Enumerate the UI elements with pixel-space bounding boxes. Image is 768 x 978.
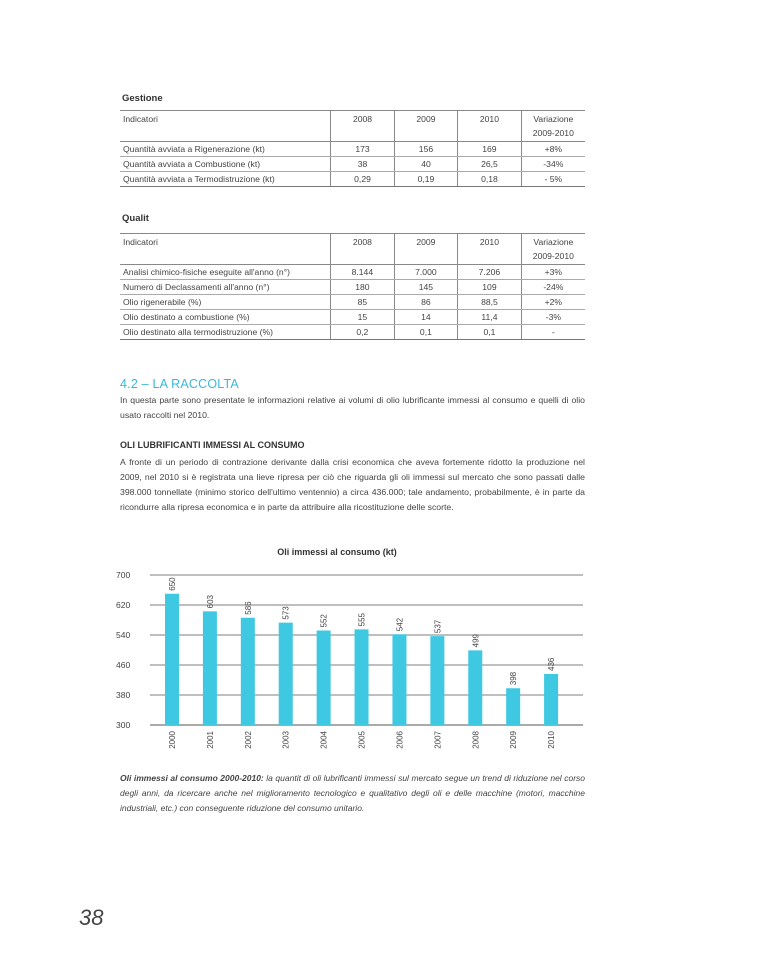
caption-bold: Oli immessi al consumo 2000-2010: xyxy=(120,773,264,783)
header-2008: 2008 xyxy=(331,111,394,142)
row-label: Olio destinato a combustione (%) xyxy=(120,310,331,325)
bar xyxy=(317,631,331,726)
header-indicatori: Indicatori xyxy=(120,234,331,265)
cell-2008: 173 xyxy=(331,142,394,157)
bar-chart-svg xyxy=(110,545,590,767)
data-label: 542 xyxy=(395,617,405,632)
x-tick-label: 2002 xyxy=(243,731,253,749)
x-tick-label: 2009 xyxy=(509,731,519,749)
data-label: 555 xyxy=(357,613,367,627)
header-2010: 2010 xyxy=(458,111,521,142)
header-2009: 2009 xyxy=(394,234,458,265)
raccolta-intro: In questa parte sono presentate le informazioni relative ai volumi di olio lubrificante immessi al consumo e quelli di olio usato raccolti nel 2010. xyxy=(120,395,585,420)
cell-2010: 88,5 xyxy=(458,295,522,310)
bar xyxy=(392,634,406,725)
x-tick-label: 2000 xyxy=(168,731,177,749)
table-row xyxy=(120,310,585,325)
bar xyxy=(241,618,255,725)
bar xyxy=(355,629,369,725)
cell-2010: 169 xyxy=(458,142,521,157)
raccolta-body: A fronte di un periodo di contrazione derivante dalla crisi economica che aveva fortemente ridotto la produzione nel 2009, nel 2010 si è registrata una lieve ripresa per ciò che riguarda gli oli immessi sul mercato che sono passati dalle 398.000 tonnellate (minimo storico dell'ultimo ventennio) a circa 436.000; tale andamento, probabilmente, è in parte da ricondurre alla ripresa economica e in parte da attribuire alla ricostituzione delle scorte. xyxy=(120,457,585,512)
data-label: 573 xyxy=(281,606,291,620)
x-tick-label: 2004 xyxy=(319,731,329,749)
chart-title: Oli immessi al consumo (kt) xyxy=(277,547,397,557)
x-tick-label: 2003 xyxy=(281,731,291,749)
bar xyxy=(468,650,482,725)
y-tick-label: 540 xyxy=(116,630,131,640)
subheading-oli-immessi: OLI LUBRIFICANTI IMMESSI AL CONSUMO xyxy=(120,440,305,450)
gestione-title: Gestione xyxy=(122,93,163,104)
cell-variazione: -24% xyxy=(521,280,585,295)
section-heading-raccolta: 4.2 – LA RACCOLTA xyxy=(120,377,239,391)
x-tick-label: 2006 xyxy=(395,731,405,749)
bar xyxy=(165,594,179,725)
header-variazione-range: 2009-2010 xyxy=(521,126,585,142)
cell-2008: 85 xyxy=(331,295,395,310)
bar xyxy=(279,623,293,725)
data-label: 398 xyxy=(509,671,519,686)
cell-2008: 180 xyxy=(331,280,395,295)
row-label: Olio destinato alla termodistruzione (%) xyxy=(120,325,331,340)
header-2008: 2008 xyxy=(331,234,395,265)
table-row xyxy=(120,172,585,187)
cell-2009: 14 xyxy=(394,310,458,325)
page-number: 38 xyxy=(79,905,104,930)
y-tick-label: 380 xyxy=(116,690,131,700)
table-row xyxy=(120,265,585,280)
table-row xyxy=(120,157,585,172)
cell-2009: 0,19 xyxy=(394,172,457,187)
row-label: Quantità avviata a Combustione (kt) xyxy=(120,157,331,172)
cell-2008: 8.144 xyxy=(331,265,395,280)
x-tick-label: 2005 xyxy=(357,731,367,749)
table-row xyxy=(120,325,585,340)
cell-2010: 26,5 xyxy=(458,157,521,172)
cell-2010: 0,1 xyxy=(458,325,522,340)
header-2010: 2010 xyxy=(458,234,522,265)
cell-variazione: +3% xyxy=(521,265,585,280)
x-tick-label: 2008 xyxy=(471,731,481,749)
gestione-table xyxy=(120,110,585,187)
header-variazione-range: 2009-2010 xyxy=(521,249,585,265)
cell-2009: 145 xyxy=(394,280,458,295)
table-row xyxy=(120,142,585,157)
row-label: Numero di Declassamenti all'anno (n°) xyxy=(120,280,331,295)
header-2009: 2009 xyxy=(394,111,457,142)
bar xyxy=(506,688,520,725)
cell-2010: 0,18 xyxy=(458,172,521,187)
cell-variazione: -3% xyxy=(521,310,585,325)
cell-2008: 38 xyxy=(331,157,394,172)
row-label: Analisi chimico-fisiche eseguite all'anno (n°) xyxy=(120,265,331,280)
cell-2010: 11,4 xyxy=(458,310,522,325)
chart-oli-immessi xyxy=(110,545,590,767)
cell-2008: 0,29 xyxy=(331,172,394,187)
bar xyxy=(544,674,558,725)
cell-2010: 109 xyxy=(458,280,522,295)
data-label: 650 xyxy=(168,577,177,591)
x-tick-label: 2010 xyxy=(547,731,557,749)
cell-variazione: - 5% xyxy=(521,172,585,187)
header-variazione: Variazione xyxy=(521,111,585,127)
cell-variazione: +2% xyxy=(521,295,585,310)
row-label: Olio rigenerabile (%) xyxy=(120,295,331,310)
data-label: 586 xyxy=(243,601,253,615)
y-tick-label: 460 xyxy=(116,660,131,670)
y-tick-label: 620 xyxy=(116,600,131,610)
bar xyxy=(430,636,444,725)
x-tick-label: 2007 xyxy=(433,731,443,749)
cell-variazione: +8% xyxy=(521,142,585,157)
y-tick-label: 700 xyxy=(116,570,131,580)
chart-caption xyxy=(120,771,585,816)
table-row xyxy=(120,295,585,310)
row-label: Quantità avviata a Rigenerazione (kt) xyxy=(120,142,331,157)
header-indicatori: Indicatori xyxy=(120,111,331,142)
qualita-table xyxy=(120,233,585,340)
data-label: 499 xyxy=(471,634,481,648)
cell-2009: 40 xyxy=(394,157,457,172)
x-tick-label: 2001 xyxy=(205,731,215,749)
data-label: 552 xyxy=(319,614,329,628)
cell-2008: 15 xyxy=(331,310,395,325)
cell-variazione: - xyxy=(521,325,585,340)
data-label: 537 xyxy=(433,619,443,634)
cell-2009: 86 xyxy=(394,295,458,310)
y-tick-label: 300 xyxy=(116,720,131,730)
header-variazione: Variazione xyxy=(521,234,585,250)
cell-2009: 156 xyxy=(394,142,457,157)
cell-2009: 0,1 xyxy=(394,325,458,340)
cell-2008: 0,2 xyxy=(331,325,395,340)
cell-2009: 7.000 xyxy=(394,265,458,280)
qualita-title: Qualit xyxy=(122,213,149,224)
data-label: 603 xyxy=(205,595,215,609)
caption-text: la quantit di oli lubrificanti immessi sul mercato segue un trend di riduzione nel corso degli anni, da ricercare anche nel miglioramento tecnologico e qualitativo degli oli e delle macchine (motori, macchine industriali, etc.) con conseguente riduzione del consumo unitario. xyxy=(120,773,585,813)
bar xyxy=(203,611,217,725)
cell-2010: 7.206 xyxy=(458,265,522,280)
cell-variazione: -34% xyxy=(521,157,585,172)
data-label: 436 xyxy=(547,657,557,671)
table-row xyxy=(120,280,585,295)
row-label: Quantità avviata a Termodistruzione (kt) xyxy=(120,172,331,187)
